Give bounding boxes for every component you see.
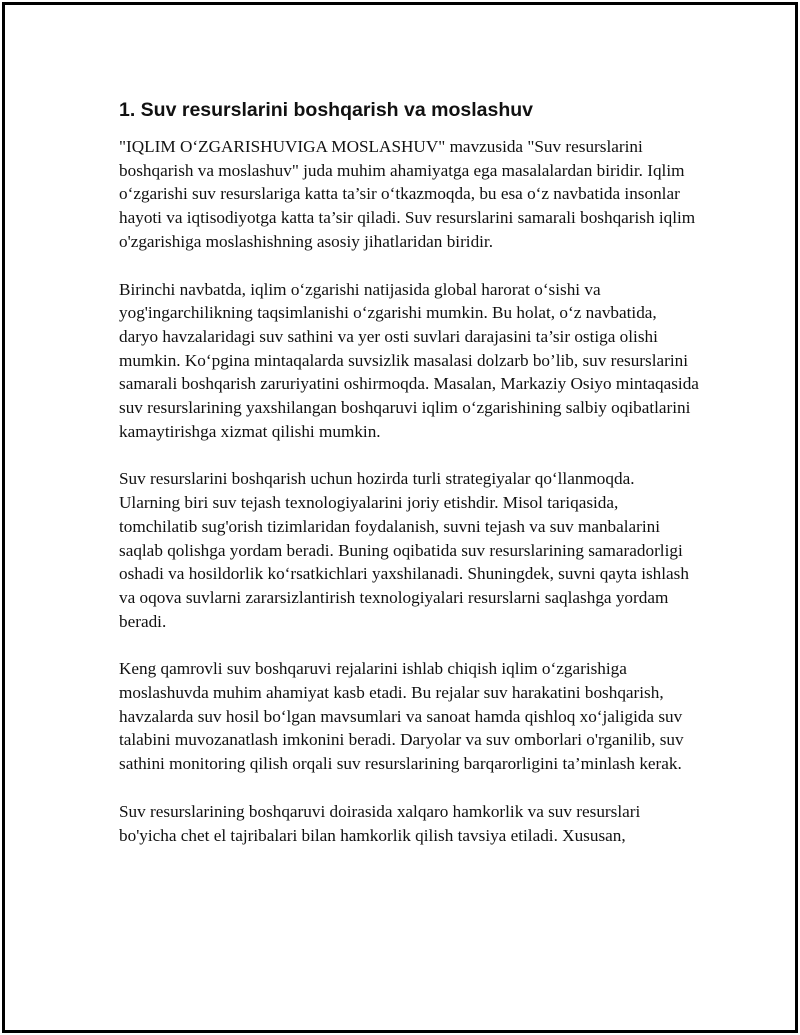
document-body bbox=[119, 97, 699, 847]
paragraph-3: Suv resurslarini boshqarish uchun hozirda turli strategiyalar qo‘llanmoqda. Ularning biri suv tejash texnologiyalarini joriy etishdir. Misol tariqasida, tomchilatib sug'orish tizimlaridan foydalanish, suvni tejash va suv manbalarini saqlab qolishga yordam beradi. Buning oqibatida suv resurslarining samaradorligi oshadi va hosildorlik ko‘rsatkichlari yaxshilanadi. Shuningdek, suvni qayta ishlash va oqova suvlarni zararsizlantirish texnologiyalari resurslarni saqlashga yordam beradi. bbox=[119, 469, 689, 631]
paragraph-5: Suv resurslarining boshqaruvi doirasida xalqaro hamkorlik va suv resurslari bo'yicha chet el tajribalari bilan hamkorlik qilish tavsiya etiladi. Xususan, bbox=[119, 801, 641, 845]
paragraph-1: "IQLIM O‘ZGARISHUVIGA MOSLASHUV" mavzusida "Suv resurslarini boshqarish va moslashuv" juda muhim ahamiyatga ega masalalardan biridir. Iqlim o‘zgarishi suv resurslariga katta ta’sir o‘tkazmoqda, bu esa o‘z navbatida insonlar hayoti va iqtisodiyotga katta ta’sir qiladi. Suv resurslarini samarali boshqarish iqlim o'zgarishiga moslashishning asosiy jihatlaridan biridir. bbox=[119, 137, 696, 251]
paragraph-2: Birinchi navbatda, iqlim o‘zgarishi natijasida global harorat o‘sishi va yog'ingarchilikning taqsimlanishi o‘zgarishi mumkin. Bu holat, o‘z navbatida, daryo havzalaridagi suv sathini va yer osti suvlari darajasini ta’sir ostiga olishi mumkin. Ko‘pgina mintaqalarda suvsizlik masalasi dolzarb bo’lib, suv resurslarini samarali boshqarish zaruriyatini oshirmoqda. Masalan, Markaziy Osiyo mintaqasida suv resurslarining yaxshilangan boshqaruvi iqlim o‘zgarishining salbiy oqibatlarini kamaytirishga xizmat qilishi mumkin. bbox=[119, 279, 699, 441]
page-frame bbox=[2, 2, 798, 1033]
section-title: 1. Suv resurslarini boshqarish va moslashuv bbox=[119, 99, 533, 121]
paragraph-4: Keng qamrovli suv boshqaruvi rejalarini ishlab chiqish iqlim o‘zgarishiga moslashuvda muhim ahamiyat kasb etadi. Bu rejalar suv harakatini boshqarish, havzalarda suv hosil bo‘lgan mavsumlari va sanoat hamda qishloq xo‘jaligida suv talabini muvozanatlash imkonini beradi. Daryolar va suv omborlari o'rganilib, suv sathini monitoring qilish orqali suv resurslarining barqarorligini ta’minlash kerak. bbox=[119, 659, 684, 774]
